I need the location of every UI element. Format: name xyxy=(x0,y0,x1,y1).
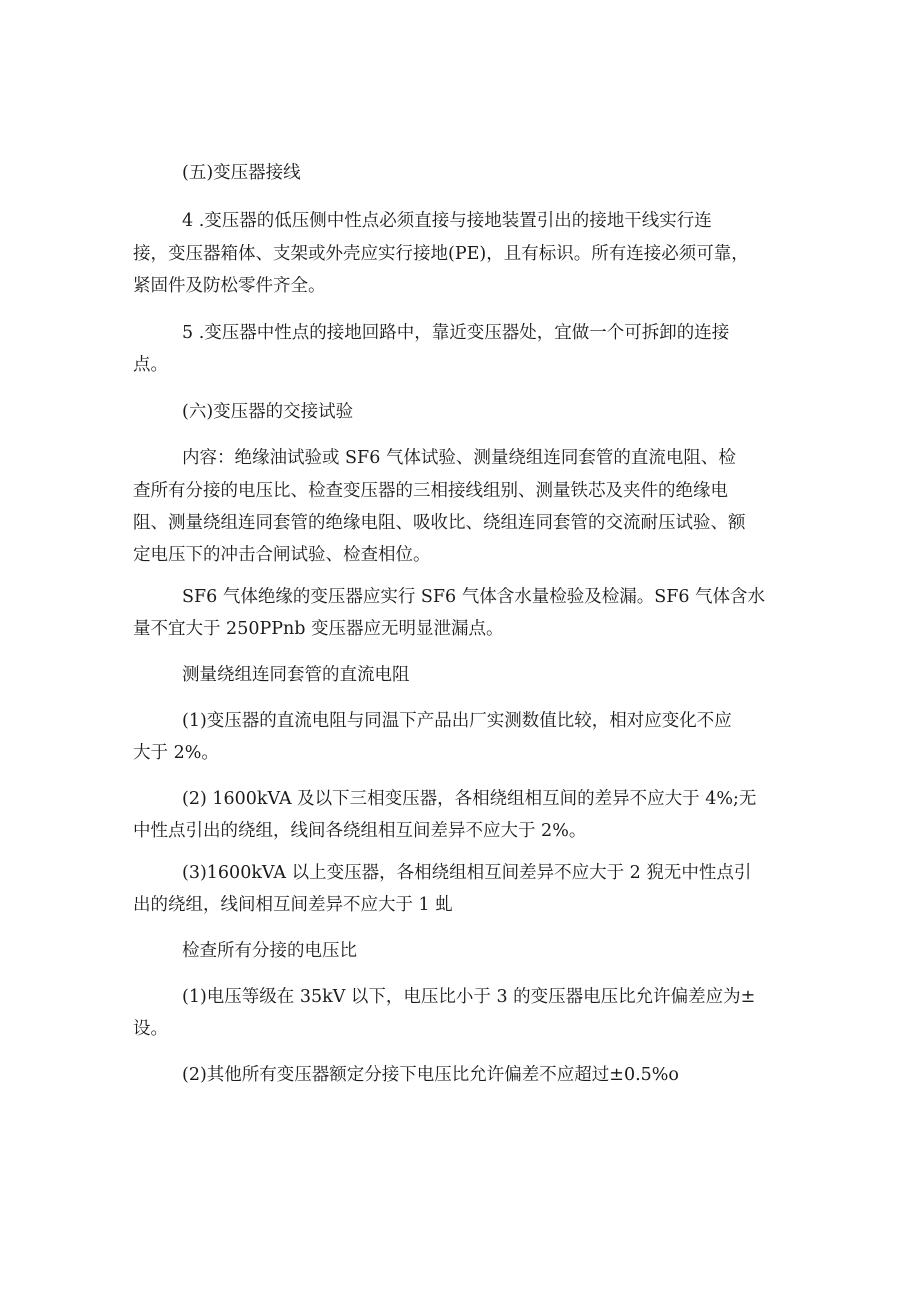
sf6-line1: SF6 气体绝缘的变压器应实行 SF6 气体含水量检验及检漏。SF6 气体含水 xyxy=(182,587,766,607)
voltage-ratio-heading: 检查所有分接的电压比 xyxy=(182,941,357,961)
content-line1: 内容：绝缘油试验或 SF6 气体试验、测量绕组连同套管的直流电阻、检 xyxy=(182,448,736,468)
ratio1-line2: 设。 xyxy=(133,1019,168,1039)
sf6-line2: 量不宜大于 250PPnb 变压器应无明显泄漏点。 xyxy=(133,619,504,639)
item5-line2: 点。 xyxy=(133,355,168,375)
content-line2: 查所有分接的电压比、检查变压器的三相接线组别、测量铁芯及夹件的绝缘电 xyxy=(133,481,728,501)
content-line3: 阻、测量绕组连同套管的绝缘电阻、吸收比、绕组连同套管的交流耐压试验、额 xyxy=(133,513,746,533)
item5-line1: 5 .变压器中性点的接地回路中，靠近变压器处，宜做一个可拆卸的连接 xyxy=(182,323,730,343)
dc3-line1: (3)1600kVA 以上变压器，各相绕组相互间差异不应大于 2 猊无中性点引 xyxy=(182,863,752,883)
content-line4: 定电压下的冲击合闸试验、检查相位。 xyxy=(133,545,431,565)
item4-line1: 4 .变压器的低压侧中性点必须直接与接地装置引出的接地干线实行连 xyxy=(182,211,712,231)
ratio2-line1: (2)其他所有变压器额定分接下电压比允许偏差不应超过±0.5%o xyxy=(182,1065,679,1085)
item4-line2: 接，变压器箱体、支架或外壳应实行接地(PE)，且有标识。所有连接必须可靠， xyxy=(133,244,749,264)
section-heading-handover-test: (六)变压器的交接试验 xyxy=(182,402,354,422)
dc1-line2: 大于 2%。 xyxy=(133,743,219,763)
item4-line3: 紧固件及防松零件齐全。 xyxy=(133,276,326,296)
dc1-line1: (1)变压器的直流电阻与同温下产品出厂实测数值比较，相对应变化不应 xyxy=(182,711,732,731)
dc3-line2: 出的绕组，线间相互间差异不应大于 1 虬 xyxy=(133,895,453,915)
ratio1-line1: (1)电压等级在 35kV 以下，电压比小于 3 的变压器电压比允许偏差应为± xyxy=(182,987,756,1007)
dc2-line2: 中性点引出的绕组，线间各绕组相互间差异不应大于 2%。 xyxy=(133,821,587,841)
dc-resistance-heading: 测量绕组连同套管的直流电阻 xyxy=(182,665,410,685)
section-heading-transformer-wiring: (五)变压器接线 xyxy=(182,163,301,183)
dc2-line1: (2) 1600kVA 及以下三相变压器，各相绕组相互间的差异不应大于 4%;无 xyxy=(182,789,757,809)
